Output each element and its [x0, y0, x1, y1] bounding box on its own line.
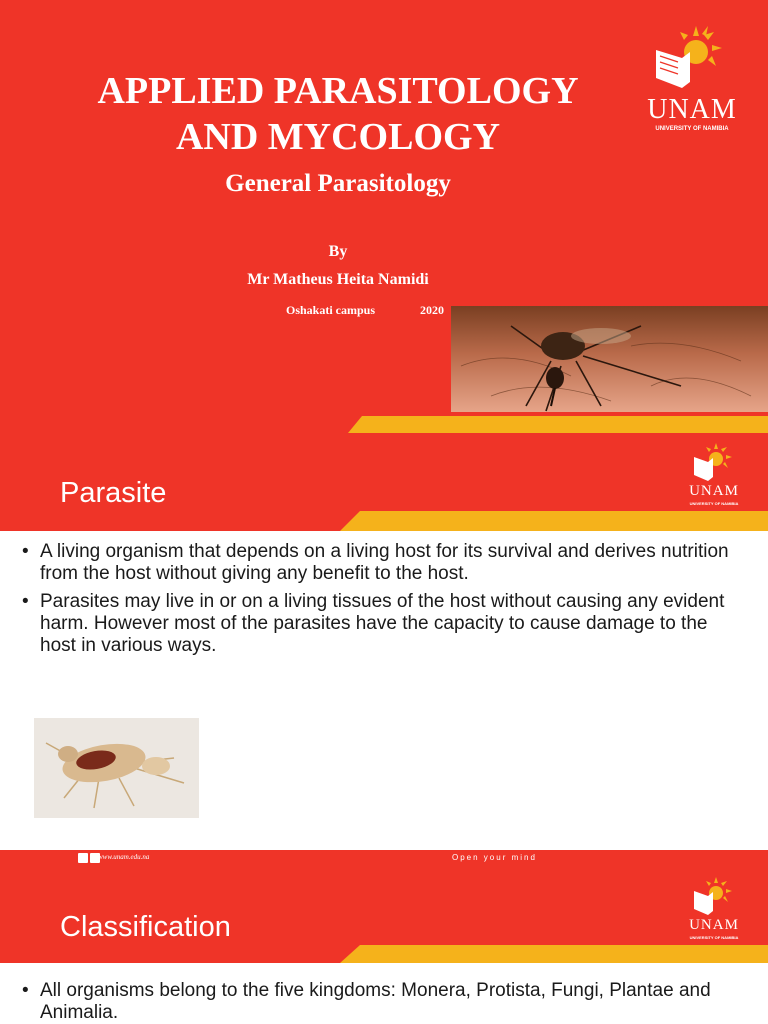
logo-wordmark: UNAM: [647, 94, 737, 125]
campus-label: Oshakati campus: [286, 303, 376, 317]
logo-fullname: UNIVERSITY OF NAMIBIA: [689, 501, 739, 506]
mosquito-photo: [451, 306, 768, 412]
parasite-slide: [0, 433, 768, 867]
unam-sun-book-icon: [682, 875, 746, 917]
footer-url: www.unam.edu.na: [98, 853, 150, 861]
logo-fullname: UNIVERSITY OF NAMIBIA: [689, 935, 739, 940]
bullet-text: Parasites may live in or on a living tissues of the host without causing any evident harm. However most of the parasites have the capacity to cause damage to the host in various ways.: [40, 591, 725, 656]
list-item: [22, 980, 742, 1024]
facebook-icon: [78, 853, 88, 863]
slide-title: [40, 68, 636, 160]
unam-logo: [682, 875, 746, 945]
unam-sun-book-icon: [636, 22, 748, 92]
louse-photo: [34, 718, 199, 818]
social-icons: [78, 853, 100, 863]
list-item: [22, 541, 742, 585]
logo-wordmark: UNAM: [689, 483, 739, 499]
title-slide: [0, 0, 768, 433]
bullet-list: [22, 541, 742, 663]
title-line-2: AND MYCOLOGY: [175, 116, 501, 158]
bullet-marker: •: [22, 541, 29, 562]
classification-slide: [0, 867, 768, 1024]
bullet-text: All organisms belong to the five kingdoms: Monera, Protista, Fungi, Plantae and Animalia.: [40, 980, 711, 1023]
slide-heading: Parasite: [60, 477, 167, 509]
by-label: By: [328, 243, 348, 260]
logo-fullname: UNIVERSITY OF NAMIBIA: [655, 126, 729, 132]
unam-sun-book-icon: [682, 441, 746, 483]
bullet-marker: •: [22, 980, 29, 1001]
unam-logo: [636, 22, 748, 142]
title-line-1: APPLIED PARASITOLOGY: [97, 70, 579, 112]
list-item: [22, 591, 742, 657]
unam-logo: [682, 441, 746, 511]
slide-heading: Classification: [60, 911, 231, 943]
bullet-list: [22, 980, 742, 1024]
bullet-text: A living organism that depends on a living host for its survival and derives nutrition from the host without giving any benefit to the host.: [40, 541, 729, 584]
title-accent-band: [348, 416, 768, 433]
logo-wordmark: UNAM: [689, 917, 739, 933]
slide-subtitle: General Parasitology: [225, 170, 451, 197]
bullet-marker: •: [22, 591, 29, 612]
header-accent-band: [0, 945, 768, 963]
year-label: 2020: [420, 303, 444, 317]
footer-tagline: Open your mind: [452, 853, 537, 862]
author-name: Mr Matheus Heita Namidi: [247, 271, 429, 288]
header-accent-band: [0, 511, 768, 531]
